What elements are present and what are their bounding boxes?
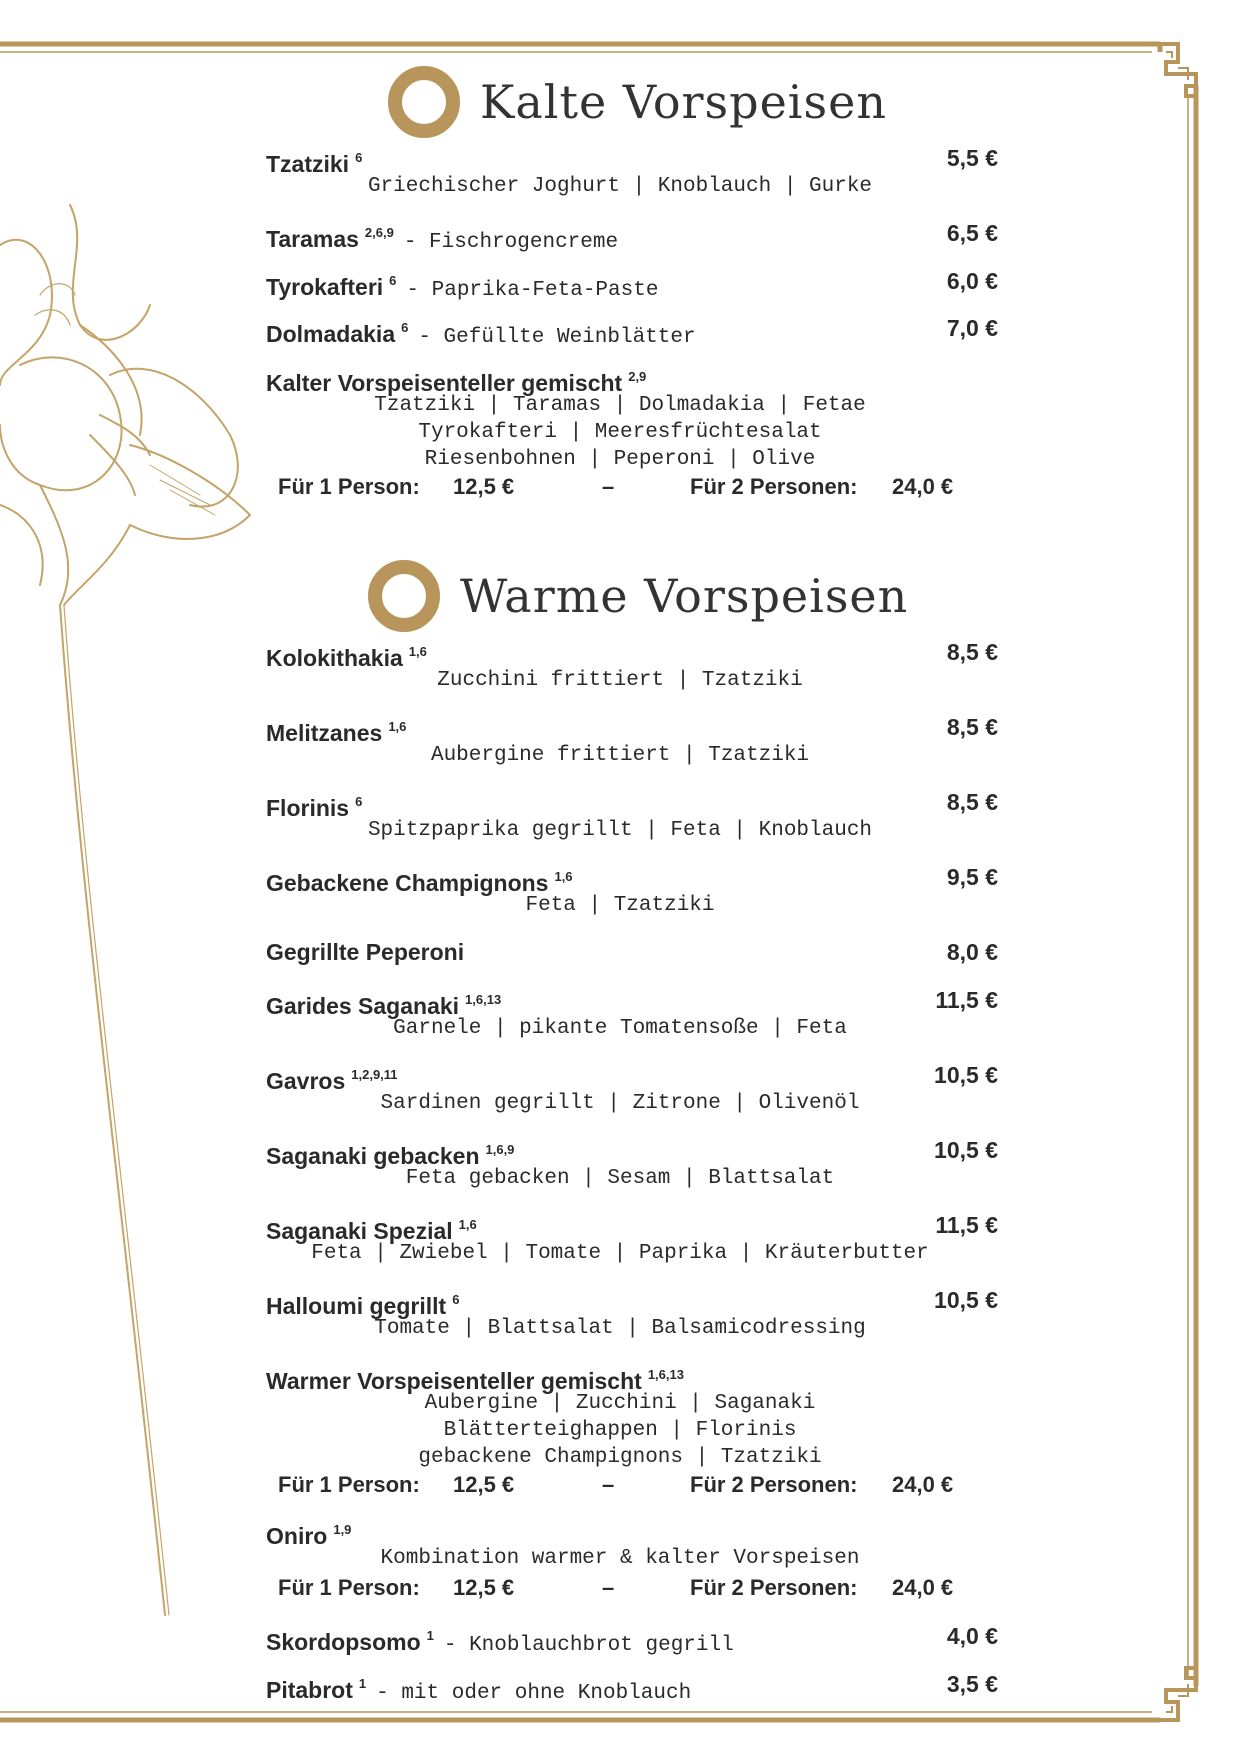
price-1-person: 12,5 € [453, 1575, 515, 1600]
item-description: Feta gebacken | Sesam | Blattsalat [405, 1167, 835, 1190]
item-price: 8,5 € [946, 639, 998, 665]
item-description-line: Blätterteighappen | Florinis [443, 1419, 797, 1442]
item-description: Feta | Zwiebel | Tomate | Paprika | Kräuterbutter [311, 1242, 929, 1265]
price-label-1-person: Für 1 Person: [278, 1472, 420, 1497]
item-name: Oniro [266, 1523, 328, 1549]
separator-dash: – [602, 1575, 615, 1600]
item-price: 4,0 € [946, 1623, 998, 1649]
item-name: Pitabrot [266, 1677, 353, 1703]
item-price: 9,5 € [946, 864, 998, 890]
allergen-codes: 1,6 [458, 1217, 477, 1232]
item-price: 3,5 € [946, 1671, 998, 1697]
item-price: 11,5 € [935, 1212, 998, 1238]
item-price: 6,0 € [946, 268, 998, 294]
flower-illustration [0, 185, 270, 1625]
price-label-2-persons: Für 2 Personen: [690, 1575, 858, 1600]
allergen-codes: 1,6 [554, 869, 573, 884]
allergen-codes: 1,6,9 [485, 1142, 515, 1157]
item-description: - Fischrogencreme [403, 231, 619, 254]
item-name: Skordopsomo [266, 1629, 421, 1655]
menu-item-pitabrot [266, 1669, 998, 1705]
oniro-person-prices [278, 1573, 968, 1603]
item-name: Saganaki Spezial [266, 1218, 453, 1244]
allergen-codes: 6 [355, 794, 363, 809]
item-price: 8,5 € [946, 714, 998, 740]
item-description: Griechischer Joghurt | Knoblauch | Gurke [367, 175, 873, 198]
section-header-warm [368, 560, 908, 632]
menu-item-dolmadakia [266, 313, 998, 349]
item-description-line: gebackene Champignons | Tzatziki [418, 1446, 822, 1469]
separator-dash: – [602, 474, 615, 499]
allergen-codes: 1,6 [408, 644, 427, 659]
allergen-codes: 1,2,9,11 [351, 1067, 398, 1082]
item-name: Saganaki gebacken [266, 1143, 480, 1169]
item-name: Gebackene Champignons [266, 870, 549, 896]
item-name: Kolokithakia [266, 645, 403, 671]
item-price: 11,5 € [935, 987, 998, 1013]
item-price: 7,0 € [946, 315, 998, 341]
item-description: - mit oder ohne Knoblauch [376, 1682, 692, 1705]
item-description: Garnele | pikante Tomatensoße | Feta [393, 1017, 847, 1040]
item-description: Spitzpaprika gegrillt | Feta | Knoblauch [367, 819, 873, 842]
item-description: - Knoblauchbrot gegrill [443, 1634, 734, 1657]
menu-item-gegrillte-peperoni [266, 937, 998, 973]
item-price: 5,5 € [946, 145, 998, 171]
price-label-2-persons: Für 2 Personen: [690, 1472, 858, 1497]
price-2-persons: 24,0 € [892, 474, 954, 499]
allergen-codes: 1,6 [388, 719, 407, 734]
item-description-line: Tzatziki | Taramas | Dolmadakia | Fetae [374, 394, 866, 417]
menu-item-taramas [266, 218, 998, 254]
item-name: Florinis [266, 795, 350, 821]
item-description: Aubergine frittiert | Tzatziki [430, 744, 810, 767]
item-name: Halloumi gegrillt [266, 1293, 447, 1319]
allergen-codes: 6 [452, 1292, 460, 1307]
allergen-codes: 1,6,13 [647, 1367, 684, 1382]
item-name: Gegrillte Peperoni [266, 939, 465, 965]
allergen-codes: 1,9 [333, 1522, 352, 1537]
separator-dash: – [602, 1472, 615, 1497]
price-1-person: 12,5 € [453, 1472, 515, 1497]
allergen-codes: 1 [426, 1628, 434, 1643]
allergen-codes: 2,9 [628, 369, 647, 384]
price-label-1-person: Für 1 Person: [278, 1575, 420, 1600]
price-1-person: 12,5 € [453, 474, 515, 499]
allergen-codes: 6 [401, 320, 409, 335]
menu-item-tyrokafteri [266, 266, 998, 302]
price-2-persons: 24,0 € [892, 1472, 954, 1497]
item-price: 10,5 € [934, 1287, 998, 1313]
section-title-cold: Kalte Vorspeisen [480, 75, 887, 129]
item-price: 8,0 € [946, 939, 998, 965]
platter-person-prices [278, 472, 968, 502]
allergen-codes: 1 [358, 1676, 367, 1691]
allergen-codes: 1,6,13 [465, 992, 502, 1007]
platter-person-prices [278, 1470, 968, 1500]
item-description: Feta | Tzatziki [525, 894, 715, 917]
price-2-persons: 24,0 € [892, 1575, 954, 1600]
item-price: 10,5 € [934, 1137, 998, 1163]
item-description-line: Tyrokafteri | Meeresfrüchtesalat [418, 421, 822, 444]
price-label-1-person: Für 1 Person: [278, 474, 420, 499]
item-description-line: Riesenbohnen | Peperoni | Olive [424, 448, 816, 471]
item-description: Zucchini frittiert | Tzatziki [437, 669, 803, 692]
item-price: 6,5 € [946, 220, 998, 246]
allergen-codes: 6 [355, 150, 363, 165]
item-name: Dolmadakia [266, 321, 396, 347]
item-name: Taramas [266, 226, 359, 252]
section-title-warm: Warme Vorspeisen [460, 569, 909, 623]
item-description: Sardinen gegrillt | Zitrone | Olivenöl [380, 1092, 860, 1115]
item-name: Tzatziki [266, 151, 350, 177]
item-name: Warmer Vorspeisenteller gemischt [266, 1368, 642, 1394]
item-description: - Paprika-Feta-Paste [406, 279, 659, 302]
item-name: Tyrokafteri [266, 274, 384, 300]
item-price: 8,5 € [946, 789, 998, 815]
item-name: Melitzanes [266, 720, 383, 746]
item-description-line: Aubergine | Zucchini | Saganaki [424, 1392, 816, 1415]
menu-item-skordopsomo [266, 1621, 998, 1657]
price-label-2-persons: Für 2 Personen: [690, 474, 858, 499]
item-description: Tomate | Blattsalat | Balsamicodressing [374, 1317, 866, 1340]
gold-ring-icon [368, 560, 440, 632]
allergen-codes: 6 [389, 273, 397, 288]
section-header-cold [388, 66, 887, 138]
item-description: Kombination warmer & kalter Vorspeisen [380, 1547, 860, 1570]
gold-ring-icon [388, 66, 460, 138]
item-name: Garides Saganaki [266, 993, 460, 1019]
item-name: Gavros [266, 1068, 346, 1094]
allergen-codes: 2,6,9 [364, 225, 394, 240]
item-price: 10,5 € [934, 1062, 998, 1088]
item-name: Kalter Vorspeisenteller gemischt [266, 370, 623, 396]
item-description: - Gefüllte Weinblätter [418, 326, 696, 349]
